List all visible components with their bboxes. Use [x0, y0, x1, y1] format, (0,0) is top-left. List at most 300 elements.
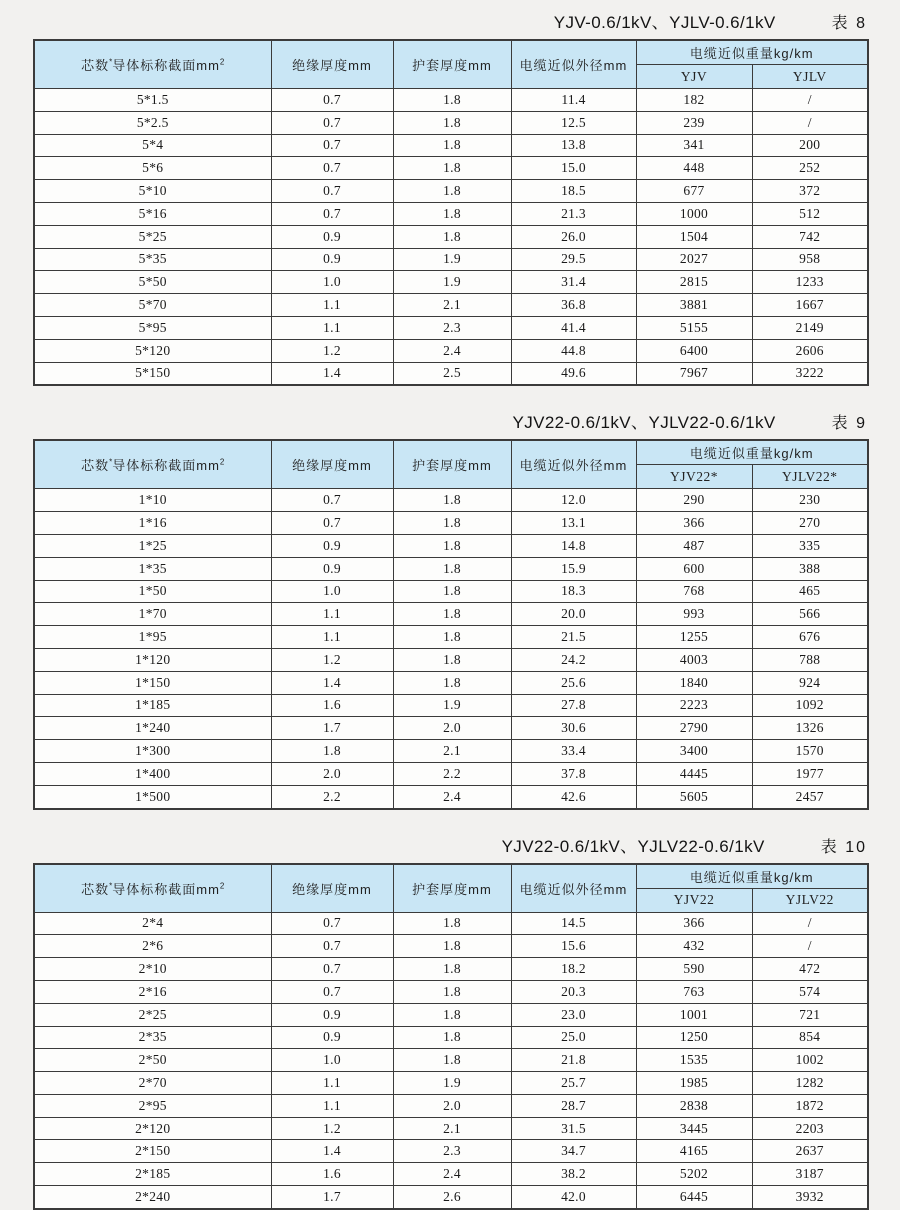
table-cell: 5*70: [34, 294, 271, 317]
header-weight-yjv22: YJV22*: [636, 465, 752, 489]
table-cell: 335: [752, 534, 868, 557]
table-cell: 11.4: [511, 89, 636, 112]
table-cell: 13.1: [511, 512, 636, 535]
table-cell: 1.8: [393, 89, 511, 112]
table-cell: /: [752, 912, 868, 935]
table-cell: 5*50: [34, 271, 271, 294]
table-cell: 0.7: [271, 958, 393, 981]
table-row: [34, 580, 868, 603]
table-cell: 1.8: [393, 958, 511, 981]
table-cell: 372: [752, 180, 868, 203]
table-row: [34, 557, 868, 580]
table-cell: 27.8: [511, 694, 636, 717]
header-insulation-thickness: 绝缘厚度mm: [271, 864, 393, 913]
table-cell: 1.8: [271, 740, 393, 763]
table-cell: 0.7: [271, 935, 393, 958]
table-row: [34, 1003, 868, 1026]
table-cell: 2457: [752, 785, 868, 808]
cable-spec-table-10: [33, 863, 869, 1210]
header-sheath-thickness: 护套厚度mm: [393, 864, 511, 913]
table-cell: 1*50: [34, 580, 271, 603]
table-cell: 1233: [752, 271, 868, 294]
table-cell: 0.7: [271, 89, 393, 112]
table-cell: 28.7: [511, 1094, 636, 1117]
table-cell: 1840: [636, 671, 752, 694]
table-cell: 4445: [636, 762, 752, 785]
table-cell: 15.0: [511, 157, 636, 180]
header-weight-group: 电缆近似重量kg/km: [636, 440, 868, 465]
table-cell: 44.8: [511, 339, 636, 362]
table-row: [34, 89, 868, 112]
table-cell: 5202: [636, 1163, 752, 1186]
table-cell: 1985: [636, 1072, 752, 1095]
table-cell: 0.9: [271, 225, 393, 248]
table-cell: 677: [636, 180, 752, 203]
header-outer-diameter: 电缆近似外径mm: [511, 440, 636, 489]
table-cell: 12.0: [511, 489, 636, 512]
table-cell: 2*50: [34, 1049, 271, 1072]
table-cell: 2.2: [271, 785, 393, 808]
table-cell: 3445: [636, 1117, 752, 1140]
table-cell: 1535: [636, 1049, 752, 1072]
table-cell: 993: [636, 603, 752, 626]
table-cell: 5*95: [34, 316, 271, 339]
table-cell: 1.8: [393, 489, 511, 512]
table-cell: 21.5: [511, 626, 636, 649]
table-cell: 2606: [752, 339, 868, 362]
table-title: YJV22-0.6/1kV、YJLV22-0.6/1kV: [512, 413, 776, 433]
table-cell: 21.3: [511, 202, 636, 225]
section-title-9: [33, 408, 867, 431]
table-cell: 1255: [636, 626, 752, 649]
table-cell: 20.0: [511, 603, 636, 626]
table-cell: 2.1: [393, 740, 511, 763]
table-cell: 2*240: [34, 1186, 271, 1209]
table-cell: 5*1.5: [34, 89, 271, 112]
table-cell: 1.0: [271, 580, 393, 603]
table-cell: 23.0: [511, 1003, 636, 1026]
table-row: [34, 271, 868, 294]
table-row: [34, 671, 868, 694]
table-cell: 1*240: [34, 717, 271, 740]
table-cell: 2*150: [34, 1140, 271, 1163]
table-row: [34, 1072, 868, 1095]
table-number: 表 9: [831, 415, 867, 433]
table-cell: 0.9: [271, 557, 393, 580]
table-cell: 20.3: [511, 980, 636, 1003]
table-cell: 2.4: [393, 1163, 511, 1186]
table-cell: 230: [752, 489, 868, 512]
table-cell: 1*185: [34, 694, 271, 717]
table-cell: 1.1: [271, 603, 393, 626]
table-cell: 2*35: [34, 1026, 271, 1049]
header-weight-group: 电缆近似重量kg/km: [636, 864, 868, 889]
table-body: [34, 89, 868, 386]
table-cell: 1.8: [393, 1026, 511, 1049]
table-cell: 26.0: [511, 225, 636, 248]
table-cell: 1.6: [271, 1163, 393, 1186]
table-cell: 1.8: [393, 626, 511, 649]
header-weight-yjlv22: YJLV22: [752, 888, 868, 912]
header-outer-diameter: 电缆近似外径mm: [511, 864, 636, 913]
table-cell: 290: [636, 489, 752, 512]
table-row: [34, 111, 868, 134]
table-cell: 5*4: [34, 134, 271, 157]
table-cell: 1.8: [393, 134, 511, 157]
table-cell: 1.2: [271, 648, 393, 671]
table-row: [34, 339, 868, 362]
table-row: [34, 626, 868, 649]
table-cell: 49.6: [511, 362, 636, 385]
header-core-spec: 芯数*导体标称截面$mm^2$: [34, 440, 271, 489]
table-cell: 3881: [636, 294, 752, 317]
table-cell: 1.1: [271, 1072, 393, 1095]
table-cell: 1.7: [271, 1186, 393, 1209]
table-cell: 3932: [752, 1186, 868, 1209]
table-cell: 958: [752, 248, 868, 271]
table-cell: 341: [636, 134, 752, 157]
table-cell: 1.1: [271, 1094, 393, 1117]
table-cell: 2.5: [393, 362, 511, 385]
table-row: [34, 1140, 868, 1163]
table-cell: 5*2.5: [34, 111, 271, 134]
table-cell: 472: [752, 958, 868, 981]
table-row: [34, 694, 868, 717]
table-cell: 182: [636, 89, 752, 112]
table-cell: 1002: [752, 1049, 868, 1072]
table-number: 表 10: [820, 838, 867, 856]
table-cell: 0.7: [271, 489, 393, 512]
table-cell: 924: [752, 671, 868, 694]
table-cell: 1504: [636, 225, 752, 248]
table-cell: 432: [636, 935, 752, 958]
table-cell: 12.5: [511, 111, 636, 134]
section-title-10: [33, 832, 867, 855]
table-row: [34, 1186, 868, 1209]
table-cell: 1.1: [271, 316, 393, 339]
table-cell: 1.2: [271, 1117, 393, 1140]
table-cell: 768: [636, 580, 752, 603]
table-cell: 1.4: [271, 362, 393, 385]
table-cell: 1.8: [393, 1049, 511, 1072]
table-cell: 1.6: [271, 694, 393, 717]
table-cell: 2*10: [34, 958, 271, 981]
table-row: [34, 1117, 868, 1140]
table-cell: 31.4: [511, 271, 636, 294]
table-row: [34, 717, 868, 740]
table-body: [34, 489, 868, 809]
table-cell: 1.8: [393, 225, 511, 248]
table-cell: 239: [636, 111, 752, 134]
table-cell: 1*70: [34, 603, 271, 626]
table-cell: 4165: [636, 1140, 752, 1163]
table-cell: 1*400: [34, 762, 271, 785]
table-cell: 1.8: [393, 935, 511, 958]
table-cell: 1*500: [34, 785, 271, 808]
table-row: [34, 648, 868, 671]
table-cell: 5*10: [34, 180, 271, 203]
table-cell: 366: [636, 912, 752, 935]
table-cell: 1326: [752, 717, 868, 740]
table-cell: 0.9: [271, 534, 393, 557]
table-cell: 2.3: [393, 316, 511, 339]
table-cell: 252: [752, 157, 868, 180]
table-row: [34, 785, 868, 808]
table-cell: 38.2: [511, 1163, 636, 1186]
header-insulation-thickness: 绝缘厚度mm: [271, 40, 393, 89]
table-cell: 1.8: [393, 648, 511, 671]
table-cell: 3400: [636, 740, 752, 763]
table-cell: 2*16: [34, 980, 271, 1003]
table-cell: 2790: [636, 717, 752, 740]
table-cell: 18.5: [511, 180, 636, 203]
table-cell: 4003: [636, 648, 752, 671]
table-row: [34, 762, 868, 785]
table-row: [34, 134, 868, 157]
table-cell: 1*95: [34, 626, 271, 649]
table-cell: 1*150: [34, 671, 271, 694]
table-cell: 1.4: [271, 671, 393, 694]
table-cell: 200: [752, 134, 868, 157]
table-cell: 0.7: [271, 111, 393, 134]
table-cell: 30.6: [511, 717, 636, 740]
table-cell: 18.2: [511, 958, 636, 981]
table-row: [34, 316, 868, 339]
table-row: [34, 362, 868, 385]
table-row: [34, 294, 868, 317]
table-cell: 42.6: [511, 785, 636, 808]
section-title-8: [33, 8, 867, 31]
table-cell: 1.9: [393, 1072, 511, 1095]
table-cell: 1667: [752, 294, 868, 317]
table-cell: 2223: [636, 694, 752, 717]
header-core-spec: 芯数*导体标称截面$mm^2$: [34, 864, 271, 913]
table-cell: /: [752, 935, 868, 958]
table-cell: /: [752, 89, 868, 112]
table-cell: 18.3: [511, 580, 636, 603]
table-cell: 1.4: [271, 1140, 393, 1163]
table-cell: 37.8: [511, 762, 636, 785]
table-cell: 2.6: [393, 1186, 511, 1209]
table-cell: 5*120: [34, 339, 271, 362]
table-cell: 487: [636, 534, 752, 557]
table-cell: 2149: [752, 316, 868, 339]
table-row: [34, 935, 868, 958]
table-cell: 3187: [752, 1163, 868, 1186]
table-cell: 36.8: [511, 294, 636, 317]
table-cell: 1.9: [393, 271, 511, 294]
header-weight-yjlv: YJLV: [752, 65, 868, 89]
table-cell: 0.7: [271, 157, 393, 180]
table-cell: 0.7: [271, 202, 393, 225]
table-cell: 574: [752, 980, 868, 1003]
table-cell: 1*16: [34, 512, 271, 535]
table-cell: 2637: [752, 1140, 868, 1163]
table-header: [34, 40, 868, 89]
table-cell: 29.5: [511, 248, 636, 271]
header-sheath-thickness: 护套厚度mm: [393, 40, 511, 89]
table-cell: 34.7: [511, 1140, 636, 1163]
header-weight-yjv22: YJV22: [636, 888, 752, 912]
table-cell: 854: [752, 1026, 868, 1049]
table-cell: 1.8: [393, 534, 511, 557]
table-section-8: [33, 8, 867, 386]
table-cell: 2*70: [34, 1072, 271, 1095]
table-cell: 465: [752, 580, 868, 603]
table-cell: 1001: [636, 1003, 752, 1026]
table-cell: 6400: [636, 339, 752, 362]
table-cell: 14.5: [511, 912, 636, 935]
table-row: [34, 534, 868, 557]
table-cell: 512: [752, 202, 868, 225]
cable-spec-table-9: [33, 439, 869, 809]
table-cell: 566: [752, 603, 868, 626]
header-insulation-thickness: 绝缘厚度mm: [271, 440, 393, 489]
table-cell: 2.0: [393, 1094, 511, 1117]
header-outer-diameter: 电缆近似外径mm: [511, 40, 636, 89]
table-title: YJV-0.6/1kV、YJLV-0.6/1kV: [553, 13, 776, 32]
table-cell: 42.0: [511, 1186, 636, 1209]
table-cell: 2815: [636, 271, 752, 294]
table-cell: 676: [752, 626, 868, 649]
table-cell: 1872: [752, 1094, 868, 1117]
table-cell: 13.8: [511, 134, 636, 157]
table-cell: 1.8: [393, 980, 511, 1003]
header-weight-group: 电缆近似重量kg/km: [636, 40, 868, 65]
table-row: [34, 202, 868, 225]
table-cell: 41.4: [511, 316, 636, 339]
table-cell: 25.7: [511, 1072, 636, 1095]
table-cell: 0.9: [271, 248, 393, 271]
table-cell: 1.8: [393, 202, 511, 225]
table-cell: 2203: [752, 1117, 868, 1140]
table-row: [34, 1094, 868, 1117]
table-cell: 15.6: [511, 935, 636, 958]
table-cell: 31.5: [511, 1117, 636, 1140]
table-cell: 1.8: [393, 671, 511, 694]
table-cell: 0.7: [271, 912, 393, 935]
table-row: [34, 512, 868, 535]
cable-spec-table-8: [33, 39, 869, 386]
table-cell: 25.0: [511, 1026, 636, 1049]
table-cell: 1.7: [271, 717, 393, 740]
table-cell: 5*35: [34, 248, 271, 271]
table-cell: 1.9: [393, 694, 511, 717]
table-title: YJV22-0.6/1kV、YJLV22-0.6/1kV: [501, 836, 765, 856]
table-cell: 1.8: [393, 1003, 511, 1026]
table-cell: 270: [752, 512, 868, 535]
table-cell: 2.1: [393, 294, 511, 317]
table-cell: 14.8: [511, 534, 636, 557]
table-cell: 5155: [636, 316, 752, 339]
table-cell: 2.4: [393, 785, 511, 808]
table-row: [34, 912, 868, 935]
header-weight-yjlv22: YJLV22*: [752, 465, 868, 489]
table-cell: 33.4: [511, 740, 636, 763]
table-row: [34, 180, 868, 203]
table-row: [34, 1163, 868, 1186]
table-header: [34, 864, 868, 913]
table-cell: 1.8: [393, 157, 511, 180]
table-cell: 1*120: [34, 648, 271, 671]
table-cell: 0.7: [271, 512, 393, 535]
table-row: [34, 603, 868, 626]
table-cell: 2*120: [34, 1117, 271, 1140]
table-cell: 1*10: [34, 489, 271, 512]
table-cell: /: [752, 111, 868, 134]
table-cell: 1.9: [393, 248, 511, 271]
table-row: [34, 248, 868, 271]
table-cell: 5*25: [34, 225, 271, 248]
table-cell: 1000: [636, 202, 752, 225]
table-row: [34, 958, 868, 981]
table-row: [34, 225, 868, 248]
table-cell: 1.1: [271, 626, 393, 649]
table-cell: 5605: [636, 785, 752, 808]
table-cell: 366: [636, 512, 752, 535]
table-section-10: [33, 832, 867, 1210]
table-row: [34, 980, 868, 1003]
table-cell: 1.0: [271, 1049, 393, 1072]
table-cell: 1092: [752, 694, 868, 717]
table-cell: 2.0: [393, 717, 511, 740]
table-cell: 448: [636, 157, 752, 180]
table-body: [34, 912, 868, 1209]
header-sheath-thickness: 护套厚度mm: [393, 440, 511, 489]
table-cell: 1570: [752, 740, 868, 763]
table-row: [34, 740, 868, 763]
table-cell: 2*6: [34, 935, 271, 958]
table-cell: 25.6: [511, 671, 636, 694]
table-cell: 15.9: [511, 557, 636, 580]
table-cell: 2.4: [393, 339, 511, 362]
table-cell: 2*95: [34, 1094, 271, 1117]
table-row: [34, 1026, 868, 1049]
table-cell: 1977: [752, 762, 868, 785]
table-cell: 1.2: [271, 339, 393, 362]
table-cell: 2*25: [34, 1003, 271, 1026]
table-cell: 2*185: [34, 1163, 271, 1186]
table-cell: 2838: [636, 1094, 752, 1117]
table-cell: 1.8: [393, 603, 511, 626]
table-header: [34, 440, 868, 489]
table-cell: 0.7: [271, 980, 393, 1003]
table-cell: 2027: [636, 248, 752, 271]
table-cell: 1.8: [393, 111, 511, 134]
table-cell: 6445: [636, 1186, 752, 1209]
table-cell: 3222: [752, 362, 868, 385]
table-cell: 0.7: [271, 180, 393, 203]
table-cell: 788: [752, 648, 868, 671]
table-cell: 2.3: [393, 1140, 511, 1163]
header-weight-yjv: YJV: [636, 65, 752, 89]
table-cell: 1*25: [34, 534, 271, 557]
table-cell: 1.0: [271, 271, 393, 294]
table-cell: 1250: [636, 1026, 752, 1049]
table-cell: 1*300: [34, 740, 271, 763]
table-cell: 5*150: [34, 362, 271, 385]
table-cell: 1.8: [393, 180, 511, 203]
table-cell: 2.1: [393, 1117, 511, 1140]
table-number: 表 8: [831, 15, 867, 32]
table-cell: 1.8: [393, 912, 511, 935]
table-cell: 600: [636, 557, 752, 580]
table-cell: 1.8: [393, 512, 511, 535]
table-row: [34, 489, 868, 512]
table-cell: 1.8: [393, 580, 511, 603]
table-cell: 2.2: [393, 762, 511, 785]
table-cell: 1.8: [393, 557, 511, 580]
